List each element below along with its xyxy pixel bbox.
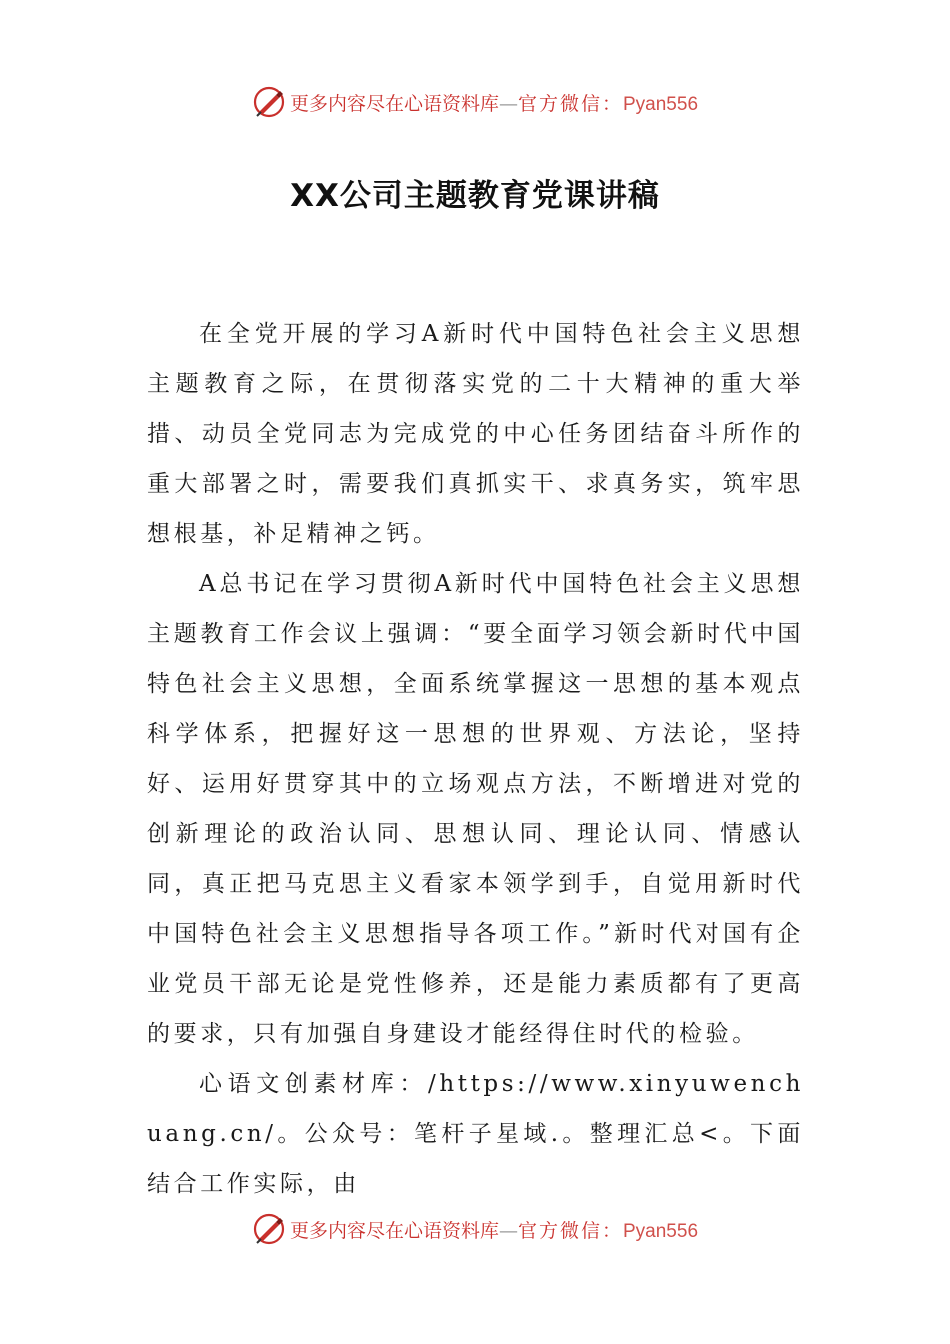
footer-banner — [0, 1209, 950, 1249]
wechat-id: Pyan556 — [623, 93, 699, 115]
paragraph: 在全党开展的学习A新时代中国特色社会主义思想主题教育之际，在贯彻落实党的二十大精神的重大举措、动员全党同志为完成党的中心任务团结奋斗所作的重大部署之时，需要我们真抓实干、求真务实，筑牢思想根基，补足精神之钙。 — [147, 321, 804, 547]
wechat-id: Pyan556 — [623, 1220, 699, 1242]
banner-text: 更多内容尽在心语资料库—官方微信：Pyan556 — [289, 92, 699, 115]
pen-logo-icon — [252, 85, 286, 119]
banner-text: 更多内容尽在心语资料库—官方微信：Pyan556 — [289, 1219, 699, 1242]
document-title: XX公司主题教育党课讲稿 — [290, 178, 660, 214]
pen-logo-icon — [252, 1212, 286, 1246]
document-body — [147, 309, 804, 1209]
header-banner — [0, 82, 950, 122]
paragraph: 心语文创素材库：/https://www.xinyuwenchuang.cn/。公众号：笔杆子星域.。整理汇总<。下面结合工作实际，由 — [147, 1071, 804, 1197]
paragraph: A总书记在学习贯彻A新时代中国特色社会主义思想主题教育工作会议上强调：“要全面学习领会新时代中国特色社会主义思想，全面系统掌握这一思想的基本观点科学体系，把握好这一思想的世界观、方法论，坚持好、运用好贯穿其中的立场观点方法，不断增进对党的创新理论的政治认同、思想认同、理论认同、情感认同，真正把马克思主义看家本领学到手，自觉用新时代中国特色社会主义思想指导各项工作。”新时代对国有企业党员干部无论是党性修养，还是能力素质都有了更高的要求，只有加强自身建设才能经得住时代的检验。 — [147, 571, 804, 1047]
